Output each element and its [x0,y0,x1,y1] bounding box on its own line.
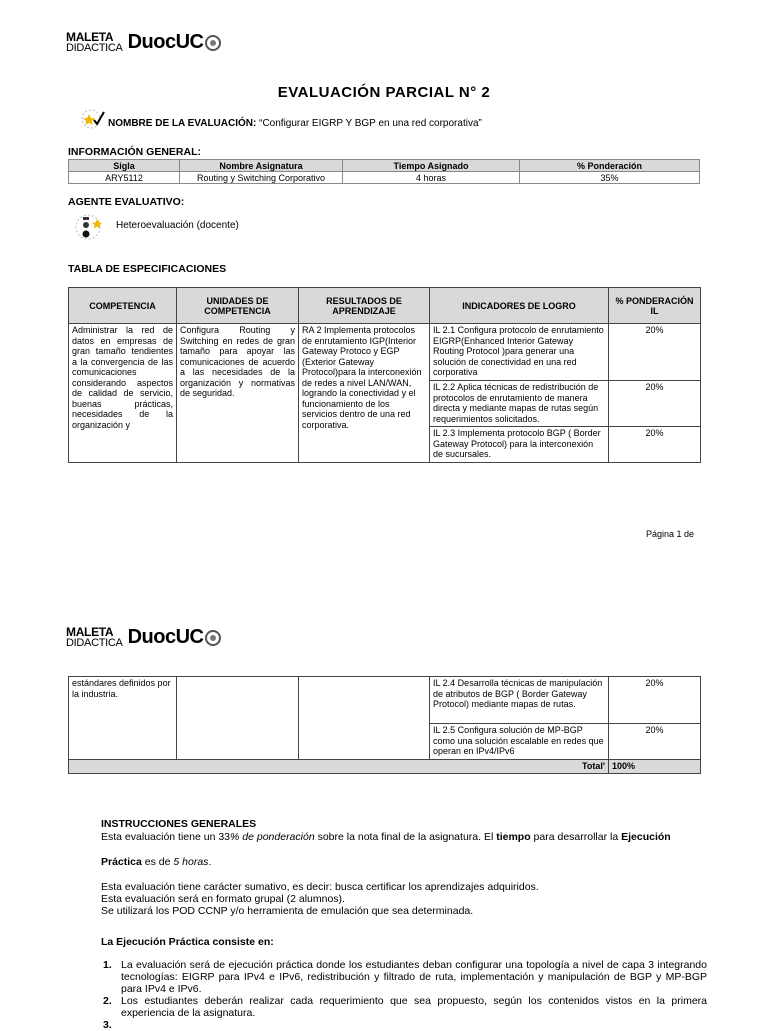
indicator-cell: IL 2.2 Aplica técnicas de redistribución de protocolos de enrutamiento de manera directa y mediante mapas de rutas según requerimientos solicitados. [430,381,609,427]
spec-heading: TABLA DE ESPECIFICACIONES [68,263,227,275]
total-value: 100% [609,760,701,774]
instructions-p2: Práctica es de 5 horas. [101,856,212,868]
indicator-pct: 20% [609,724,701,760]
ejecucion-heading: La Ejecución Práctica consiste en: [101,936,274,948]
agente-value: Heteroevaluación (docente) [116,220,239,231]
col-sigla: Sigla [69,160,180,172]
instructions-line: Esta evaluación tiene carácter sumativo, es decir: busca certificar los aprendizajes adquiridos. [101,881,539,893]
indicator-cell: IL 2.1 Configura protocolo de enrutamiento EIGRP(Enhanced Interior Gateway Routing Protocol )para generar una solución de conectividad en una red corporativa [430,324,609,381]
seal-icon [205,35,221,51]
unidad-cell-empty [177,677,299,760]
maleta-logo-text: MALETA DIDACTICA [66,624,123,649]
logo-header [66,31,221,54]
instructions-line: Esta evaluación será en formato grupal (2 alumnos). [101,893,345,905]
spec-col-competencia: COMPETENCIA [69,288,177,324]
spec-table-p2 [68,676,701,774]
duocuc-logo: DuocUC [127,626,204,648]
list-item: Los estudiantes deberán realizar cada requerimiento que sea propuesto, según los contenidos vistos en la primera experiencia de la asignatura. [121,995,707,1019]
indicator-pct: 20% [609,677,701,724]
list-number: 2. [103,995,112,1007]
unidad-cell: Configura Routing y Switching en redes de gran tamaño para apoyar las comunicaciones de acuerdo a las necesidades de la organización y normativas de seguridad. [177,324,299,463]
logo-header-2 [66,626,221,649]
maleta-logo-text: MALETA DIDACTICA [66,29,123,54]
spec-table-p1 [68,287,701,463]
teacher-icon [74,212,106,242]
spec-col-ponderacion: % PONDERACIÓN IL [609,288,701,324]
duocuc-logo: DuocUC [127,31,204,53]
instructions-line: Se utilizará los POD CCNP y/o herramienta de emulación que sea determinada. [101,905,474,917]
info-table [68,159,700,184]
list-number: 3. [103,1019,112,1031]
cell-tiempo: 4 horas [343,172,520,184]
indicator-cell: IL 2.3 Implementa protocolo BGP ( Border Gateway Protocol) para la interconexión de sucursales. [430,427,609,463]
resultado-cell: RA 2 Implementa protocolos de enrutamiento IGP(Interior Gateway Protoco y EGP (Exterior Gateway Protocol)para la interconexión de redes a nivel LAN/WAN, logrando la conectividad y el funcionamiento de los servicios dentro de una red corporativa. [299,324,430,463]
agente-heading: AGENTE EVALUATIVO: [68,196,185,208]
spec-col-unidades: UNIDADES DE COMPETENCIA [177,288,299,324]
cell-sigla: ARY5112 [69,172,180,184]
indicator-pct: 20% [609,381,701,427]
seal-icon [205,630,221,646]
col-ponderacion: % Ponderación [520,160,700,172]
competencia-cell-cont: estándares definidos por la industria. [69,677,177,760]
indicator-cell: IL 2.4 Desarrolla técnicas de manipulación de atributos de BGP ( Border Gateway Protocol) mediante mapas de rutas. [430,677,609,724]
competencia-cell: Administrar la red de datos en empresas de gran tamaño tendientes a la convergencia de las comunicaciones considerando aspectos de calidad de servicio, buenas prácticas, necesidades de la organización y [69,324,177,463]
cell-ponderacion: 35% [520,172,700,184]
resultado-cell-empty [299,677,430,760]
instructions-heading: INSTRUCCIONES GENERALES [101,818,257,830]
list-number: 1. [103,959,112,971]
info-general-heading: INFORMACIÓN GENERAL: [68,146,201,158]
instructions-p1: Esta evaluación tiene un 33% de ponderación sobre la nota final de la asignatura. El tiempo para desarrollar la Ejecución [101,831,671,843]
spec-col-resultados: RESULTADOS DE APRENDIZAJE [299,288,430,324]
evaluation-name: NOMBRE DE LA EVALUACIÓN: “Configurar EIGRP Y BGP en una red corporativa” [108,118,482,129]
page-footer: Página 1 de [646,529,695,539]
cell-asignatura: Routing y Switching Corporativo [180,172,343,184]
spec-col-indicadores: INDICADORES DE LOGRO [430,288,609,324]
indicator-pct: 20% [609,427,701,463]
col-asignatura: Nombre Asignatura [180,160,343,172]
page-title: EVALUACIÓN PARCIAL N° 2 [277,84,491,101]
indicator-pct: 20% [609,324,701,381]
total-label: Total' [69,760,609,774]
list-item: La evaluación será de ejecución práctica donde los estudiantes deban configurar una topología a nivel de capa 3 integrando tecnologías: EIGRP para IPv4 e IPv6, redistribución y filtrado de ruta, implementación y manipulación de BGP y MP-BGP para IPv4 e IPv6. [121,959,707,995]
star-check-icon [80,108,106,130]
indicator-cell: IL 2.5 Configura solución de MP-BGP como una solución escalable en redes que operan en IPv4/IPv6 [430,724,609,760]
col-tiempo: Tiempo Asignado [343,160,520,172]
